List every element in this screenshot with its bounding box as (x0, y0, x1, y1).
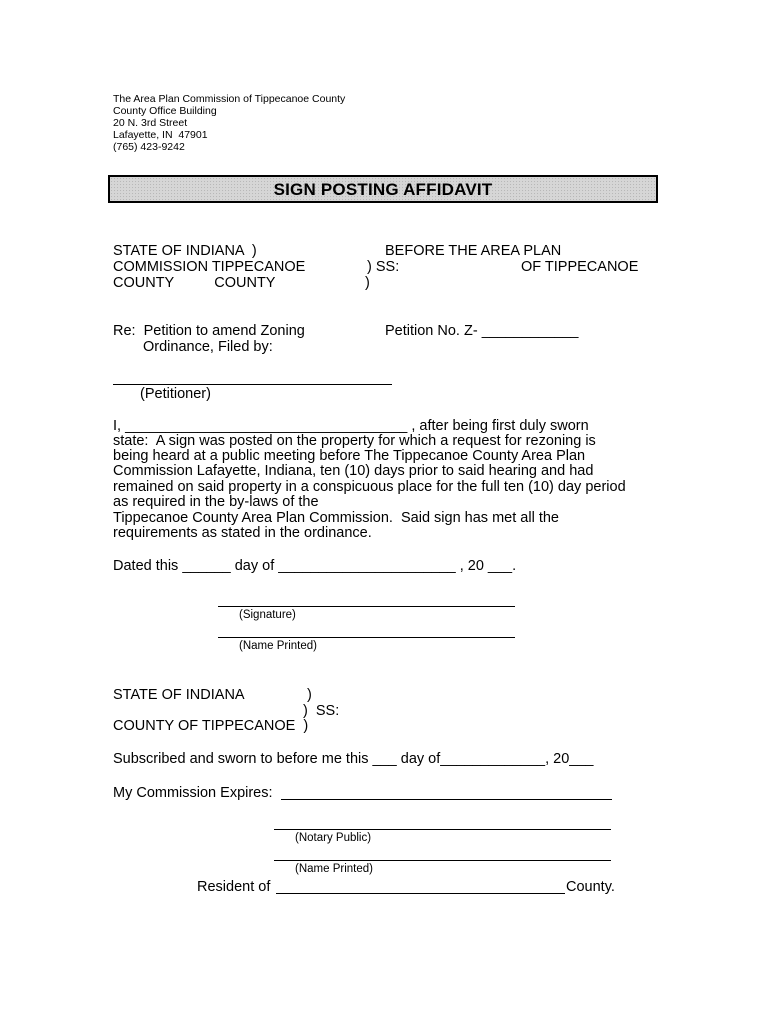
petitioner-line[interactable] (113, 384, 392, 385)
resident-of-label: Resident of (197, 879, 271, 895)
notary-public-line[interactable] (274, 829, 611, 830)
notary-paren: ) (307, 687, 312, 703)
affidavit-line-1: I, ___________________________________ , after being first duly sworn (113, 418, 589, 434)
resident-county-line[interactable] (276, 893, 565, 894)
affidavit-line-6: as required in the by-laws of the (113, 494, 319, 510)
notary-county: COUNTY OF TIPPECANOE ) (113, 718, 309, 734)
petition-number: Petition No. Z- ____________ (385, 323, 579, 339)
signature-label: (Signature) (239, 609, 296, 621)
notary-name-printed-line[interactable] (274, 860, 611, 861)
dated-line: Dated this ______ day of ______________________ , 20 ___. (113, 558, 517, 574)
venue-commission: COMMISSION TIPPECANOE (113, 259, 306, 275)
notary-ss: ) SS: (303, 703, 340, 719)
city-state-zip: Lafayette, IN 47901 (113, 129, 208, 141)
document-title: SIGN POSTING AFFIDAVIT (273, 180, 493, 199)
affidavit-line-3: being heard at a public meeting before The Tippecanoe County Area Plan (113, 448, 586, 464)
building-name: County Office Building (113, 105, 217, 117)
phone-number: (765) 423-9242 (113, 141, 185, 153)
notary-state: STATE OF INDIANA (113, 687, 245, 703)
affidavit-line-7: Tippecanoe County Area Plan Commission. Said sign has met all the (113, 510, 559, 526)
street-address: 20 N. 3rd Street (113, 117, 188, 129)
commission-expires-label: My Commission Expires: (113, 785, 273, 801)
venue-paren: ) (365, 275, 370, 291)
commission-expires-line[interactable] (281, 799, 612, 800)
name-printed-label: (Name Printed) (239, 640, 317, 652)
affidavit-line-8: requirements as stated in the ordinance. (113, 525, 372, 541)
venue-of-tippecanoe: OF TIPPECANOE (521, 259, 639, 275)
re-petition: Re: Petition to amend Zoning (113, 323, 305, 339)
affidavit-line-2: state: A sign was posted on the property for which a request for rezoning is (113, 433, 596, 449)
name-printed-line[interactable] (218, 637, 515, 638)
notary-name-printed-label: (Name Printed) (295, 863, 373, 875)
title-banner (108, 175, 658, 203)
venue-ss: ) SS: (367, 259, 400, 275)
affidavit-line-5: remained on said property in a conspicuous place for the full ten (10) day period (113, 479, 626, 495)
signature-line[interactable] (218, 606, 515, 607)
re-filed-by: Ordinance, Filed by: (143, 339, 273, 355)
resident-county-suffix: County. (566, 879, 615, 895)
venue-before: BEFORE THE AREA PLAN (385, 243, 562, 259)
venue-state: STATE OF INDIANA ) (113, 243, 257, 259)
petitioner-label: (Petitioner) (140, 386, 211, 402)
affidavit-line-4: Commission Lafayette, Indiana, ten (10) days prior to said hearing and had (113, 463, 594, 479)
org-name: The Area Plan Commission of Tippecanoe County (113, 93, 346, 105)
venue-county: COUNTY COUNTY (113, 275, 276, 291)
subscribed-line: Subscribed and sworn to before me this ___ day of_____________, 20___ (113, 751, 594, 767)
notary-public-label: (Notary Public) (295, 832, 372, 844)
